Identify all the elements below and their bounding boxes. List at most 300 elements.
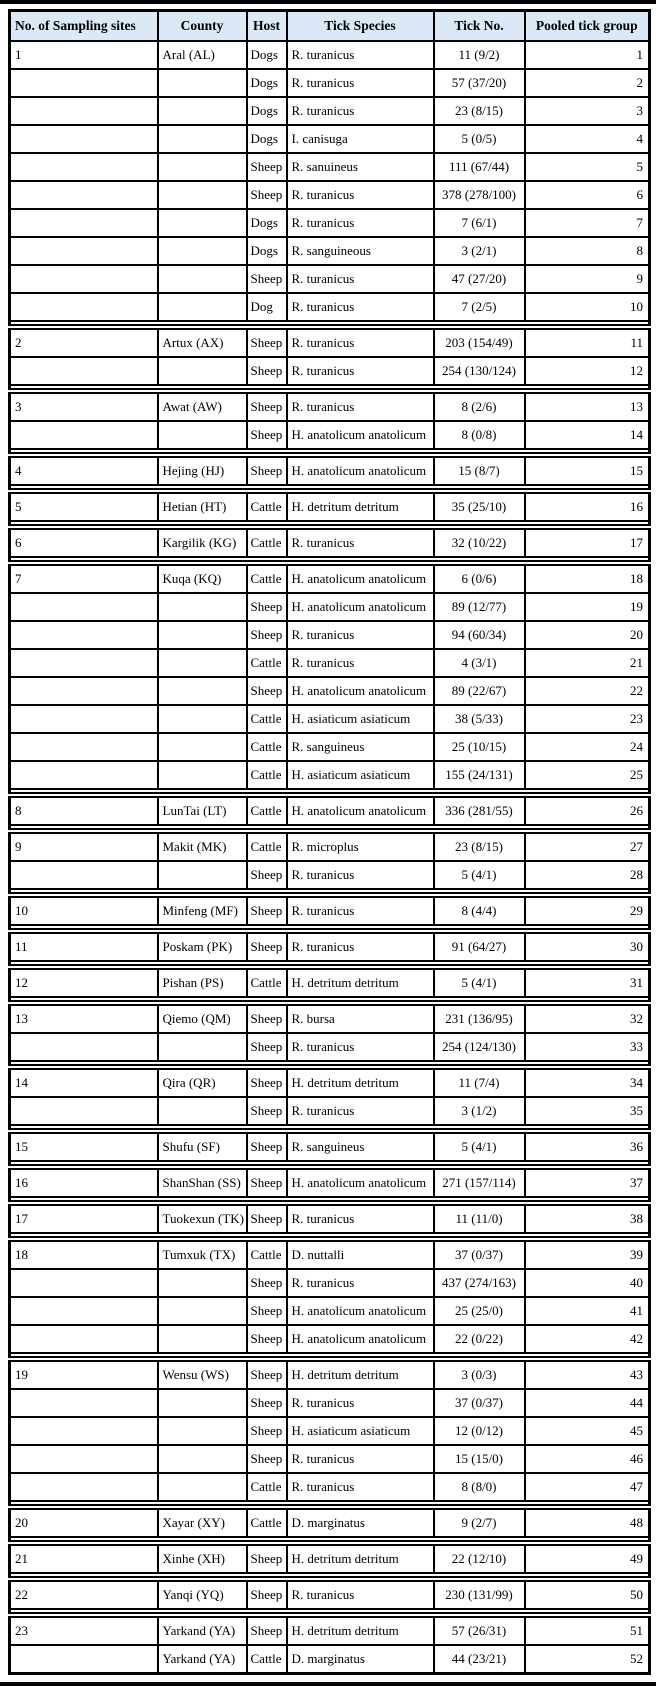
cell-site-number [10, 97, 158, 125]
cell-host: Dog [247, 293, 287, 321]
cell-host: Sheep [247, 421, 287, 449]
table-row [10, 265, 650, 293]
cell-pooled-group: 45 [525, 1417, 650, 1445]
cell-tick-species: R. turanicus [287, 181, 434, 209]
cell-tick-species: R. turanicus [287, 621, 434, 649]
cell-tick-no: 111 (67/44) [434, 153, 525, 181]
cell-host: Cattle [247, 491, 287, 521]
table-row [10, 1389, 650, 1417]
cell-site-number [10, 153, 158, 181]
cell-county: LunTai (LT) [158, 795, 247, 825]
cell-tick-species: R. turanicus [287, 527, 434, 557]
cell-county [158, 593, 247, 621]
cell-tick-no: 5 (4/1) [434, 1131, 525, 1161]
cell-tick-no: 231 (136/95) [434, 1003, 525, 1033]
cell-county: Tumxuk (TX) [158, 1239, 247, 1269]
cell-site-number: 15 [10, 1131, 158, 1161]
cell-county [158, 1417, 247, 1445]
cell-site-number [10, 69, 158, 97]
cell-tick-species: D. marginatus [287, 1645, 434, 1674]
cell-tick-species: R. turanicus [287, 209, 434, 237]
cell-tick-no: 32 (10/22) [434, 527, 525, 557]
cell-host: Sheep [247, 1067, 287, 1097]
cell-site-number [10, 1033, 158, 1061]
table-row [10, 733, 650, 761]
cell-tick-species: H. asiaticum asiaticum [287, 705, 434, 733]
cell-county: Shufu (SF) [158, 1131, 247, 1161]
cell-county [158, 1269, 247, 1297]
cell-tick-no: 378 (278/100) [434, 181, 525, 209]
table-row [10, 1473, 650, 1501]
cell-tick-species: R. turanicus [287, 1269, 434, 1297]
cell-host: Sheep [247, 1131, 287, 1161]
table-row [10, 153, 650, 181]
cell-pooled-group: 27 [525, 831, 650, 861]
cell-county: Yarkand (YA) [158, 1645, 247, 1674]
cell-tick-species: H. asiaticum asiaticum [287, 1417, 434, 1445]
cell-county [158, 421, 247, 449]
cell-tick-no: 94 (60/34) [434, 621, 525, 649]
cell-site-number: 5 [10, 491, 158, 521]
cell-host: Sheep [247, 1297, 287, 1325]
cell-pooled-group: 40 [525, 1269, 650, 1297]
cell-site-number [10, 1297, 158, 1325]
cell-host: Sheep [247, 1033, 287, 1061]
cell-host: Sheep [247, 1003, 287, 1033]
table-row [10, 293, 650, 321]
cell-county: Artux (AX) [158, 327, 247, 357]
cell-host: Cattle [247, 1239, 287, 1269]
cell-county [158, 1033, 247, 1061]
cell-site-number: 3 [10, 391, 158, 421]
cell-tick-no: 3 (1/2) [434, 1097, 525, 1125]
cell-pooled-group: 13 [525, 391, 650, 421]
cell-tick-species: R. turanicus [287, 293, 434, 321]
cell-pooled-group: 8 [525, 237, 650, 265]
cell-site-number: 20 [10, 1507, 158, 1537]
cell-tick-no: 22 (12/10) [434, 1543, 525, 1573]
cell-site-number: 14 [10, 1067, 158, 1097]
cell-pooled-group: 11 [525, 327, 650, 357]
cell-host: Sheep [247, 1417, 287, 1445]
cell-host: Cattle [247, 649, 287, 677]
cell-tick-species: H. detritum detritum [287, 1615, 434, 1645]
cell-pooled-group: 6 [525, 181, 650, 209]
cell-host: Sheep [247, 1389, 287, 1417]
cell-tick-no: 8 (8/0) [434, 1473, 525, 1501]
cell-tick-no: 254 (124/130) [434, 1033, 525, 1061]
cell-tick-species: R. turanicus [287, 357, 434, 385]
cell-tick-no: 89 (22/67) [434, 677, 525, 705]
col-header-tick-species: Tick Species [287, 11, 434, 42]
cell-tick-no: 7 (6/1) [434, 209, 525, 237]
table-row [10, 1269, 650, 1297]
cell-county [158, 705, 247, 733]
cell-host: Cattle [247, 761, 287, 789]
cell-host: Dogs [247, 237, 287, 265]
cell-pooled-group: 20 [525, 621, 650, 649]
cell-tick-species: H. anatolicum anatolicum [287, 1297, 434, 1325]
cell-pooled-group: 21 [525, 649, 650, 677]
cell-tick-species: H. detritum detritum [287, 1543, 434, 1573]
cell-tick-species: H. anatolicum anatolicum [287, 795, 434, 825]
cell-site-number: 9 [10, 831, 158, 861]
cell-site-number: 1 [10, 41, 158, 69]
cell-site-number: 13 [10, 1003, 158, 1033]
cell-site-number: 22 [10, 1579, 158, 1609]
table-row [10, 1239, 650, 1269]
table-row [10, 563, 650, 593]
cell-county: ShanShan (SS) [158, 1167, 247, 1197]
cell-tick-species: R. turanicus [287, 265, 434, 293]
cell-tick-no: 3 (0/3) [434, 1359, 525, 1389]
cell-tick-no: 203 (154/49) [434, 327, 525, 357]
cell-site-number: 17 [10, 1203, 158, 1233]
cell-tick-species: R. sanguineous [287, 237, 434, 265]
cell-pooled-group: 10 [525, 293, 650, 321]
cell-tick-no: 37 (0/37) [434, 1389, 525, 1417]
cell-county [158, 1389, 247, 1417]
cell-pooled-group: 22 [525, 677, 650, 705]
cell-host: Sheep [247, 1325, 287, 1353]
table-row [10, 1543, 650, 1573]
cell-county: Kuqa (KQ) [158, 563, 247, 593]
cell-tick-no: 254 (130/124) [434, 357, 525, 385]
cell-county: Kargilik (KG) [158, 527, 247, 557]
cell-pooled-group: 17 [525, 527, 650, 557]
cell-host: Sheep [247, 621, 287, 649]
cell-county [158, 1297, 247, 1325]
cell-tick-species: R. sanuineus [287, 153, 434, 181]
cell-site-number [10, 861, 158, 889]
table-row [10, 491, 650, 521]
table-row [10, 1297, 650, 1325]
table-row [10, 97, 650, 125]
cell-county: Poskam (PK) [158, 931, 247, 961]
table-row [10, 1203, 650, 1233]
cell-pooled-group: 15 [525, 455, 650, 485]
cell-site-number [10, 293, 158, 321]
cell-pooled-group: 4 [525, 125, 650, 153]
cell-county [158, 621, 247, 649]
cell-tick-species: H. detritum detritum [287, 1359, 434, 1389]
cell-host: Sheep [247, 677, 287, 705]
cell-tick-no: 8 (0/8) [434, 421, 525, 449]
table-row [10, 967, 650, 997]
cell-pooled-group: 51 [525, 1615, 650, 1645]
table-row [10, 357, 650, 385]
cell-county: Xinhe (XH) [158, 1543, 247, 1573]
cell-county [158, 1325, 247, 1353]
cell-tick-species: D. nuttalli [287, 1239, 434, 1269]
cell-site-number: 11 [10, 931, 158, 961]
cell-pooled-group: 49 [525, 1543, 650, 1573]
table-row [10, 209, 650, 237]
cell-county: Xayar (XY) [158, 1507, 247, 1537]
cell-host: Sheep [247, 265, 287, 293]
cell-host: Dogs [247, 209, 287, 237]
table-row [10, 1033, 650, 1061]
table-row [10, 895, 650, 925]
cell-host: Cattle [247, 1473, 287, 1501]
col-header-sampling-sites: No. of Sampling sites [10, 11, 158, 42]
table-row [10, 593, 650, 621]
table-row [10, 1067, 650, 1097]
cell-county [158, 649, 247, 677]
cell-host: Sheep [247, 1445, 287, 1473]
cell-tick-species: R. microplus [287, 831, 434, 861]
table-row [10, 677, 650, 705]
cell-tick-no: 11 (9/2) [434, 41, 525, 69]
cell-host: Cattle [247, 705, 287, 733]
table-row [10, 181, 650, 209]
cell-pooled-group: 52 [525, 1645, 650, 1674]
cell-county [158, 733, 247, 761]
cell-host: Sheep [247, 1615, 287, 1645]
cell-county: Aral (AL) [158, 41, 247, 69]
cell-site-number: 18 [10, 1239, 158, 1269]
cell-tick-species: R. turanicus [287, 649, 434, 677]
cell-tick-species: H. anatolicum anatolicum [287, 1325, 434, 1353]
cell-host: Sheep [247, 357, 287, 385]
cell-pooled-group: 12 [525, 357, 650, 385]
cell-host: Sheep [247, 181, 287, 209]
cell-county: Yarkand (YA) [158, 1615, 247, 1645]
cell-site-number: 4 [10, 455, 158, 485]
cell-host: Sheep [247, 391, 287, 421]
table-container [0, 4, 656, 1682]
cell-tick-species: H. anatolicum anatolicum [287, 677, 434, 705]
cell-host: Dogs [247, 41, 287, 69]
cell-tick-no: 271 (157/114) [434, 1167, 525, 1197]
cell-pooled-group: 35 [525, 1097, 650, 1125]
cell-pooled-group: 24 [525, 733, 650, 761]
cell-site-number [10, 1445, 158, 1473]
table-row [10, 1507, 650, 1537]
bottom-rule [0, 1682, 656, 1686]
cell-tick-no: 437 (274/163) [434, 1269, 525, 1297]
cell-host: Dogs [247, 125, 287, 153]
table-row [10, 421, 650, 449]
cell-county: Qiemo (QM) [158, 1003, 247, 1033]
table-row [10, 237, 650, 265]
cell-county: Makit (MK) [158, 831, 247, 861]
cell-host: Sheep [247, 1097, 287, 1125]
cell-county: Yanqi (YQ) [158, 1579, 247, 1609]
cell-host: Cattle [247, 1507, 287, 1537]
table-row [10, 527, 650, 557]
cell-pooled-group: 26 [525, 795, 650, 825]
cell-county [158, 69, 247, 97]
cell-county [158, 153, 247, 181]
cell-tick-no: 12 (0/12) [434, 1417, 525, 1445]
cell-county [158, 677, 247, 705]
cell-county: Tuokexun (TK) [158, 1203, 247, 1233]
table-row [10, 621, 650, 649]
cell-pooled-group: 9 [525, 265, 650, 293]
cell-site-number [10, 357, 158, 385]
cell-tick-species: H. anatolicum anatolicum [287, 421, 434, 449]
table-row [10, 831, 650, 861]
cell-host: Sheep [247, 593, 287, 621]
table-row [10, 761, 650, 789]
cell-host: Cattle [247, 527, 287, 557]
cell-site-number: 12 [10, 967, 158, 997]
cell-host: Sheep [247, 1167, 287, 1197]
cell-tick-no: 6 (0/6) [434, 563, 525, 593]
cell-tick-species: R. bursa [287, 1003, 434, 1033]
cell-host: Cattle [247, 733, 287, 761]
cell-tick-no: 11 (7/4) [434, 1067, 525, 1097]
cell-pooled-group: 34 [525, 1067, 650, 1097]
cell-pooled-group: 29 [525, 895, 650, 925]
cell-site-number [10, 705, 158, 733]
cell-host: Sheep [247, 1359, 287, 1389]
cell-tick-species: R. turanicus [287, 1473, 434, 1501]
cell-host: Sheep [247, 327, 287, 357]
cell-host: Sheep [247, 895, 287, 925]
table-row [10, 1003, 650, 1033]
cell-tick-species: R. turanicus [287, 895, 434, 925]
cell-tick-species: R. turanicus [287, 1579, 434, 1609]
cell-tick-no: 8 (2/6) [434, 391, 525, 421]
cell-county [158, 181, 247, 209]
cell-county [158, 293, 247, 321]
cell-pooled-group: 33 [525, 1033, 650, 1061]
cell-site-number [10, 593, 158, 621]
cell-tick-species: R. turanicus [287, 931, 434, 961]
cell-tick-no: 25 (10/15) [434, 733, 525, 761]
cell-site-number: 7 [10, 563, 158, 593]
table-row [10, 649, 650, 677]
cell-pooled-group: 31 [525, 967, 650, 997]
cell-county: Awat (AW) [158, 391, 247, 421]
cell-county [158, 209, 247, 237]
cell-tick-no: 57 (37/20) [434, 69, 525, 97]
cell-host: Sheep [247, 861, 287, 889]
cell-site-number: 16 [10, 1167, 158, 1197]
cell-site-number [10, 649, 158, 677]
cell-site-number [10, 265, 158, 293]
cell-pooled-group: 36 [525, 1131, 650, 1161]
cell-site-number [10, 1473, 158, 1501]
table-row [10, 931, 650, 961]
cell-pooled-group: 43 [525, 1359, 650, 1389]
cell-tick-no: 5 (4/1) [434, 967, 525, 997]
cell-tick-species: H. detritum detritum [287, 1067, 434, 1097]
table-row [10, 1167, 650, 1197]
cell-county [158, 125, 247, 153]
cell-site-number [10, 1417, 158, 1445]
cell-tick-no: 25 (25/0) [434, 1297, 525, 1325]
cell-pooled-group: 23 [525, 705, 650, 733]
cell-county [158, 1473, 247, 1501]
cell-tick-species: H. detritum detritum [287, 491, 434, 521]
cell-tick-species: R. sanguineus [287, 733, 434, 761]
cell-pooled-group: 32 [525, 1003, 650, 1033]
cell-tick-no: 336 (281/55) [434, 795, 525, 825]
table-row [10, 1579, 650, 1609]
table-row [10, 1615, 650, 1645]
cell-pooled-group: 30 [525, 931, 650, 961]
cell-county [158, 97, 247, 125]
cell-site-number [10, 621, 158, 649]
cell-tick-no: 38 (5/33) [434, 705, 525, 733]
cell-tick-no: 23 (8/15) [434, 831, 525, 861]
cell-site-number [10, 1269, 158, 1297]
cell-tick-species: R. turanicus [287, 861, 434, 889]
cell-pooled-group: 44 [525, 1389, 650, 1417]
cell-host: Sheep [247, 1203, 287, 1233]
cell-host: Cattle [247, 563, 287, 593]
cell-tick-no: 15 (8/7) [434, 455, 525, 485]
table-row [10, 69, 650, 97]
cell-site-number [10, 125, 158, 153]
cell-site-number: 10 [10, 895, 158, 925]
cell-pooled-group: 18 [525, 563, 650, 593]
cell-site-number: 6 [10, 527, 158, 557]
cell-host: Sheep [247, 1543, 287, 1573]
cell-pooled-group: 5 [525, 153, 650, 181]
cell-tick-species: R. turanicus [287, 1389, 434, 1417]
cell-pooled-group: 1 [525, 41, 650, 69]
cell-tick-species: R. sanguineus [287, 1131, 434, 1161]
cell-tick-no: 35 (25/10) [434, 491, 525, 521]
cell-tick-no: 7 (2/5) [434, 293, 525, 321]
cell-county: Wensu (WS) [158, 1359, 247, 1389]
cell-pooled-group: 2 [525, 69, 650, 97]
cell-host: Sheep [247, 1579, 287, 1609]
cell-host: Sheep [247, 931, 287, 961]
cell-tick-species: R. turanicus [287, 327, 434, 357]
cell-tick-no: 37 (0/37) [434, 1239, 525, 1269]
cell-tick-no: 3 (2/1) [434, 237, 525, 265]
cell-pooled-group: 48 [525, 1507, 650, 1537]
cell-tick-no: 47 (27/20) [434, 265, 525, 293]
cell-host: Dogs [247, 69, 287, 97]
cell-host: Cattle [247, 1645, 287, 1674]
cell-county [158, 761, 247, 789]
cell-pooled-group: 7 [525, 209, 650, 237]
cell-tick-no: 44 (23/21) [434, 1645, 525, 1674]
cell-tick-no: 15 (15/0) [434, 1445, 525, 1473]
cell-county: Hetian (HT) [158, 491, 247, 521]
cell-host: Cattle [247, 967, 287, 997]
cell-site-number [10, 733, 158, 761]
table-row [10, 795, 650, 825]
cell-host: Sheep [247, 153, 287, 181]
col-header-host: Host [247, 11, 287, 42]
table-row [10, 41, 650, 69]
cell-tick-no: 5 (4/1) [434, 861, 525, 889]
table-row [10, 1359, 650, 1389]
cell-pooled-group: 46 [525, 1445, 650, 1473]
table-row [10, 1417, 650, 1445]
cell-site-number [10, 761, 158, 789]
cell-pooled-group: 47 [525, 1473, 650, 1501]
table-row [10, 705, 650, 733]
table-row [10, 327, 650, 357]
cell-tick-species: R. turanicus [287, 1203, 434, 1233]
table-row [10, 1097, 650, 1125]
cell-tick-no: 22 (0/22) [434, 1325, 525, 1353]
cell-county [158, 861, 247, 889]
table-row [10, 1645, 650, 1674]
cell-pooled-group: 16 [525, 491, 650, 521]
cell-pooled-group: 28 [525, 861, 650, 889]
cell-site-number [10, 1389, 158, 1417]
cell-pooled-group: 39 [525, 1239, 650, 1269]
